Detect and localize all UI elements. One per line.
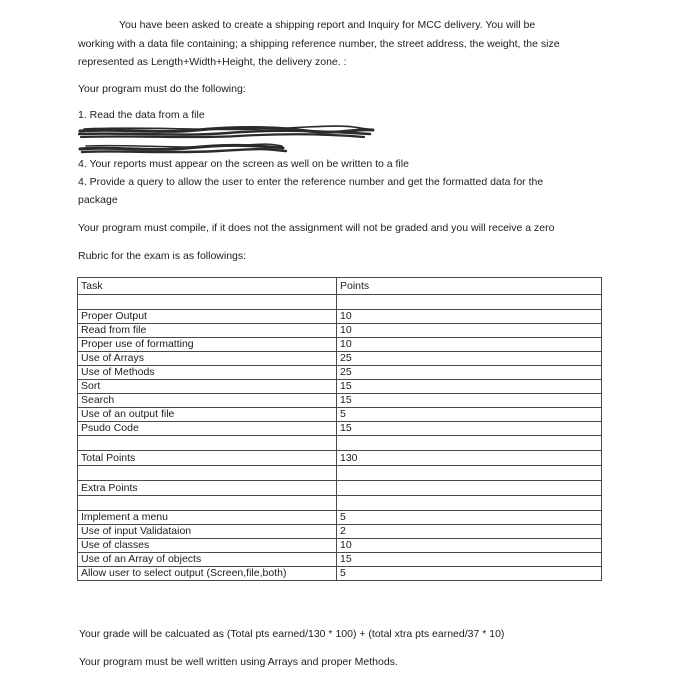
rubric-extra-row [78,525,602,539]
rubric-task: Use of Arrays [78,352,337,366]
rubric-extra-points: 5 [337,567,602,581]
requirement-item-4-query-line-1: 4. Provide a query to allow the user to enter the reference number and get the formatted data for the [78,176,544,188]
rubric-row [78,366,602,380]
rubric-extra-row [78,511,602,525]
rubric-points: 10 [337,338,602,352]
rubric-points: 5 [337,408,602,422]
closing-note: Your program must be well written using Arrays and proper Methods. [79,656,398,668]
rubric-row [78,338,602,352]
rubric-total-points: 130 [337,451,602,466]
requirement-item-4-reports: 4. Your reports must appear on the screen as well on be written to a file [78,158,409,170]
rubric-total-row [78,451,602,466]
rubric-row [78,408,602,422]
rubric-task: Proper Output [78,310,337,324]
requirement-item-1: 1. Read the data from a file [78,109,205,121]
rubric-row [78,310,602,324]
intro-line-3: represented as Length+Width+Height, the delivery zone. : [78,56,347,68]
rubric-row [78,324,602,338]
rubric-extra-points: 10 [337,539,602,553]
rubric-extra-row [78,553,602,567]
rubric-table [77,277,602,581]
rubric-points: 10 [337,324,602,338]
rubric-task: Search [78,394,337,408]
rubric-extra-points: 5 [337,511,602,525]
rubric-extra-task: Implement a menu [78,511,337,525]
intro-line-2: working with a data file containing; a shipping reference number, the street address, the weight, the size [78,38,560,50]
rubric-header-task: Task [78,278,337,295]
rubric-points: 15 [337,422,602,436]
rubric-points: 15 [337,380,602,394]
rubric-row [78,394,602,408]
rubric-extra-points: 15 [337,553,602,567]
rubric-task: Sort [78,380,337,394]
rubric-points: 25 [337,352,602,366]
grade-formula: Your grade will be calcuated as (Total pts earned/130 * 100) + (total xtra pts earned/37 * 10) [79,628,505,640]
rubric-row [78,422,602,436]
rubric-points: 25 [337,366,602,380]
rubric-spacer-row [78,295,602,310]
rubric-extra-row [78,539,602,553]
rubric-extra-heading: Extra Points [78,481,337,496]
rubric-extra-task: Use of classes [78,539,337,553]
rubric-total-label: Total Points [78,451,337,466]
rubric-task: Use of an output file [78,408,337,422]
rubric-header-row [78,278,602,295]
rubric-task: Read from file [78,324,337,338]
rubric-extra-task: Use of input Validataion [78,525,337,539]
redaction-scribble [78,125,378,161]
intro-line-1: You have been asked to create a shipping report and Inquiry for MCC delivery. You will be [119,19,536,31]
rubric-intro: Rubric for the exam is as followings: [78,250,247,262]
rubric-extra-task: Allow user to select output (Screen,file,both) [78,567,337,581]
rubric-spacer-row [78,466,602,481]
rubric-spacer-row [78,496,602,511]
rubric-points: 10 [337,310,602,324]
rubric-extra-row [78,567,602,581]
rubric-row [78,352,602,366]
rubric-row [78,380,602,394]
rubric-header-points: Points [337,278,602,295]
rubric-task: Psudo Code [78,422,337,436]
rubric-task: Proper use of formatting [78,338,337,352]
rubric-extra-task: Use of an Array of objects [78,553,337,567]
rubric-points: 15 [337,394,602,408]
requirements-heading: Your program must do the following: [78,83,246,95]
requirement-item-4-query-line-2: package [78,194,118,206]
rubric-extra-heading-row [78,481,602,496]
compile-note: Your program must compile, if it does not the assignment will not be graded and you will receive a zero [78,222,555,234]
rubric-extra-points: 2 [337,525,602,539]
rubric-spacer-row [78,436,602,451]
rubric-task: Use of Methods [78,366,337,380]
